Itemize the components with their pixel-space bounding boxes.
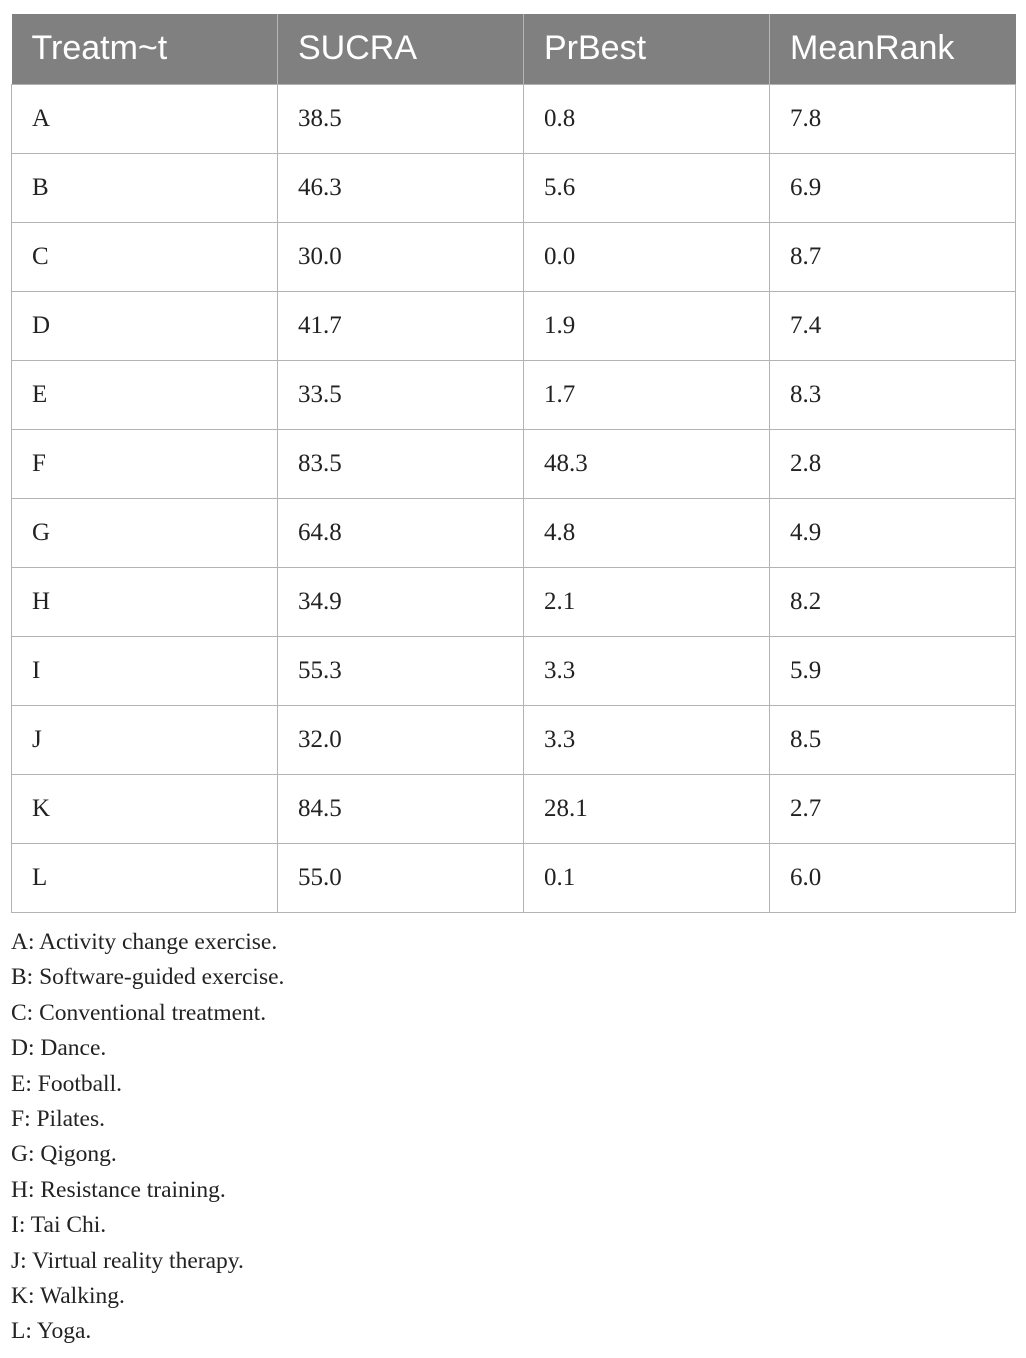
cell-meanrank: 8.7 (770, 222, 1016, 291)
table-row (12, 84, 1016, 153)
table-body (12, 84, 1016, 912)
table-row (12, 153, 1016, 222)
cell-treatment: D (12, 291, 278, 360)
cell-sucra: 33.5 (278, 360, 524, 429)
footnote: D: Dance. (11, 1035, 107, 1062)
ranking-table-container (11, 14, 1015, 913)
table-row (12, 705, 1016, 774)
footnote: K: Walking. (11, 1282, 125, 1309)
footnote: E: Football. (11, 1070, 122, 1097)
table-row (12, 636, 1016, 705)
table-row (12, 843, 1016, 912)
cell-treatment: K (12, 774, 278, 843)
cell-prbest: 2.1 (524, 567, 770, 636)
cell-meanrank: 6.0 (770, 843, 1016, 912)
table-row (12, 360, 1016, 429)
footnote: I: Tai Chi. (11, 1212, 107, 1239)
table-row (12, 291, 1016, 360)
cell-prbest: 4.8 (524, 498, 770, 567)
cell-sucra: 38.5 (278, 84, 524, 153)
cell-meanrank: 8.3 (770, 360, 1016, 429)
cell-meanrank: 7.4 (770, 291, 1016, 360)
footnote: C: Conventional treatment. (11, 999, 267, 1026)
cell-prbest: 1.7 (524, 360, 770, 429)
cell-sucra: 64.8 (278, 498, 524, 567)
cell-sucra: 46.3 (278, 153, 524, 222)
header-treatment: Treatm~t (12, 14, 278, 84)
cell-treatment: C (12, 222, 278, 291)
footnote: J: Virtual reality therapy. (11, 1247, 244, 1274)
cell-meanrank: 5.9 (770, 636, 1016, 705)
cell-prbest: 0.1 (524, 843, 770, 912)
footnote: L: Yoga. (11, 1318, 92, 1345)
cell-prbest: 5.6 (524, 153, 770, 222)
table-header (12, 14, 1016, 84)
footnote: A: Activity change exercise. (11, 929, 278, 955)
footnote: G: Qigong. (11, 1141, 117, 1168)
cell-prbest: 3.3 (524, 705, 770, 774)
table-footnotes (11, 925, 284, 1350)
cell-prbest: 1.9 (524, 291, 770, 360)
cell-treatment: B (12, 153, 278, 222)
table-row (12, 774, 1016, 843)
cell-sucra: 55.0 (278, 843, 524, 912)
cell-treatment: J (12, 705, 278, 774)
table-row (12, 567, 1016, 636)
cell-treatment: E (12, 360, 278, 429)
cell-meanrank: 7.8 (770, 84, 1016, 153)
table-row (12, 429, 1016, 498)
footnote: B: Software-guided exercise. (11, 964, 285, 991)
cell-prbest: 0.8 (524, 84, 770, 153)
cell-prbest: 48.3 (524, 429, 770, 498)
cell-sucra: 83.5 (278, 429, 524, 498)
cell-meanrank: 2.8 (770, 429, 1016, 498)
cell-treatment: I (12, 636, 278, 705)
cell-meanrank: 4.9 (770, 498, 1016, 567)
cell-meanrank: 6.9 (770, 153, 1016, 222)
footnote: H: Resistance training. (11, 1176, 226, 1203)
cell-prbest: 28.1 (524, 774, 770, 843)
ranking-table (11, 14, 1016, 913)
header-meanrank: MeanRank (770, 14, 1016, 84)
header-sucra: SUCRA (278, 14, 524, 84)
header-row (12, 14, 1016, 84)
cell-treatment: A (12, 84, 278, 153)
cell-treatment: L (12, 843, 278, 912)
header-prbest: PrBest (524, 14, 770, 84)
cell-meanrank: 2.7 (770, 774, 1016, 843)
cell-sucra: 55.3 (278, 636, 524, 705)
cell-prbest: 0.0 (524, 222, 770, 291)
footnote: F: Pilates. (11, 1105, 106, 1132)
cell-treatment: G (12, 498, 278, 567)
cell-treatment: F (12, 429, 278, 498)
cell-prbest: 3.3 (524, 636, 770, 705)
cell-sucra: 41.7 (278, 291, 524, 360)
table-row (12, 222, 1016, 291)
cell-treatment: H (12, 567, 278, 636)
cell-sucra: 30.0 (278, 222, 524, 291)
cell-meanrank: 8.5 (770, 705, 1016, 774)
cell-sucra: 34.9 (278, 567, 524, 636)
table-row (12, 498, 1016, 567)
cell-sucra: 32.0 (278, 705, 524, 774)
cell-sucra: 84.5 (278, 774, 524, 843)
cell-meanrank: 8.2 (770, 567, 1016, 636)
